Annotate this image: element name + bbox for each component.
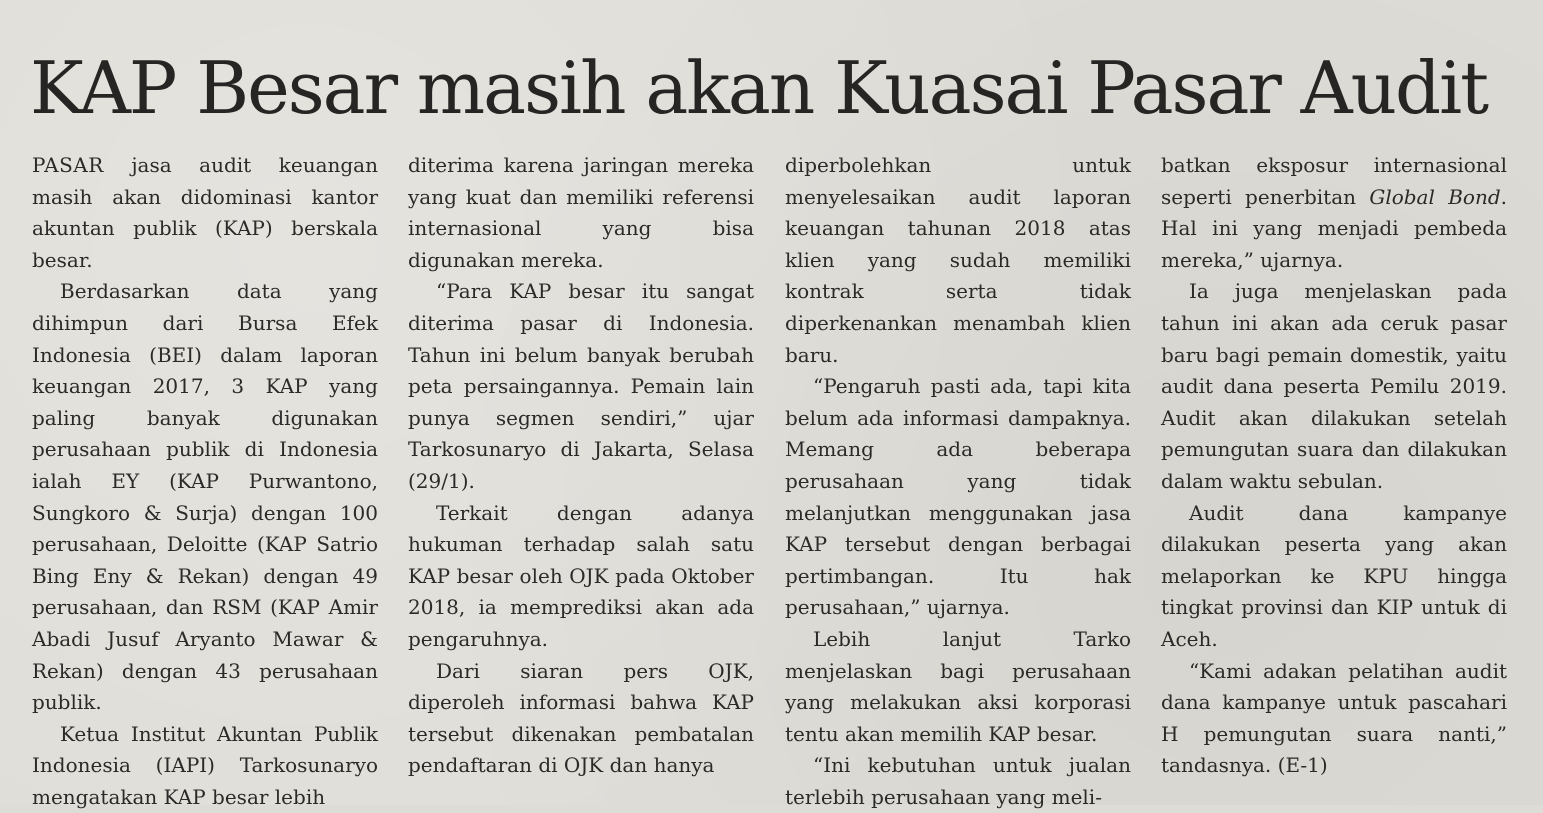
paragraph: Ia juga menjelaskan pada tahun ini akan ada ceruk pasar baru bagi pemain domestik, yaitu audit dana peserta Pemilu 2019. Audit akan dilakukan setelah pemungutan suara dan dilakukan dalam waktu sebulan. [1161,279,1507,493]
article-column-1 [32,150,378,813]
paragraph-text: jasa audit keuangan masih akan didominasi kantor akuntan publik (KAP) berskala besar. [32,153,378,272]
article-body [32,150,1510,809]
paragraph: Audit dana kampanye dilakukan peserta yang akan melaporkan ke KPU hingga tingkat provinsi dan KIP untuk di Aceh. [1161,500,1507,651]
paragraph-quote: “Pengaruh pasti ada, tapi kita belum ada informasi dampaknya. Memang ada beberapa perusahaan yang tidak melanjutkan menggunakan jasa KAP tersebut dengan berbagai pertimbangan. Itu hak perusahaan,” ujarnya. [785,374,1131,620]
paragraph-continued: diterima karena jaringan mereka yang kuat dan memiliki referensi internasional yang bisa digunakan mereka. [408,153,754,272]
headline: KAP Besar masih akan Kuasai Pasar Audit [30,46,1488,130]
lead-word: PASAR [32,153,104,177]
paragraph-3: Ketua Institut Akuntan Publik Indonesia (IAPI) Tarkosunaryo mengatakan KAP besar lebih [32,721,378,809]
paragraph-continued: diperbolehkan untuk menyelesaikan audit laporan keuangan tahunan 2018 atas klien yang sudah memiliki kontrak serta tidak diperkenankan menambah klien baru. [785,153,1131,367]
article-column-4 [1161,150,1507,782]
paragraph-continued: batkan eksposur internasional seperti penerbitan Global Bond. Hal ini yang menjadi pembeda mereka,” ujarnya. [1161,153,1507,272]
paragraph-quote: “Para KAP besar itu sangat diterima pasar di Indonesia. Tahun ini belum banyak berubah peta persaingannya. Pemain lain punya segmen sendiri,” ujar Tarkosunaryo di Jakarta, Selasa (29/1). [408,279,754,493]
article-column-2 [408,150,754,782]
paragraph: Dari siaran pers OJK, diperoleh informasi bahwa KAP tersebut dikenakan pembatalan pendaftaran di OJK dan hanya [408,658,754,778]
bleed-through-strip [0,772,1543,805]
paragraph-quote: “Ini kebutuhan untuk jualan terlebih perusahaan yang meli- [785,753,1131,809]
paragraph-2: Berdasarkan data yang dihimpun dari Bursa Efek Indonesia (BEI) dalam laporan keuangan 2017, 3 KAP yang paling banyak digunakan perusahaan publik di Indonesia ialah EY (KAP Purwantono, Sungkoro & Surja) dengan 100 perusahaan, Deloitte (KAP Satrio Bing Eny & Rekan) dengan 49 perusahaan, dan RSM (KAP Amir Abadi Jusuf Aryanto Mawar & Rekan) dengan 43 perusahaan publik. [32,279,378,715]
paragraph-1 [32,150,378,276]
paragraph: Terkait dengan adanya hukuman terhadap salah satu KAP besar oleh OJK pada Oktober 2018, ia memprediksi akan ada pengaruhnya. [408,500,754,651]
article-column-3 [785,150,1131,813]
paragraph: Lebih lanjut Tarko menjelaskan bagi perusahaan yang melakukan aksi korporasi tentu akan memilih KAP besar. [785,626,1131,746]
paragraph-quote: “Kami adakan pelatihan audit dana kampanye untuk pascahari H pemungutan suara nanti,” tandasnya. (E-1) [1161,658,1507,778]
